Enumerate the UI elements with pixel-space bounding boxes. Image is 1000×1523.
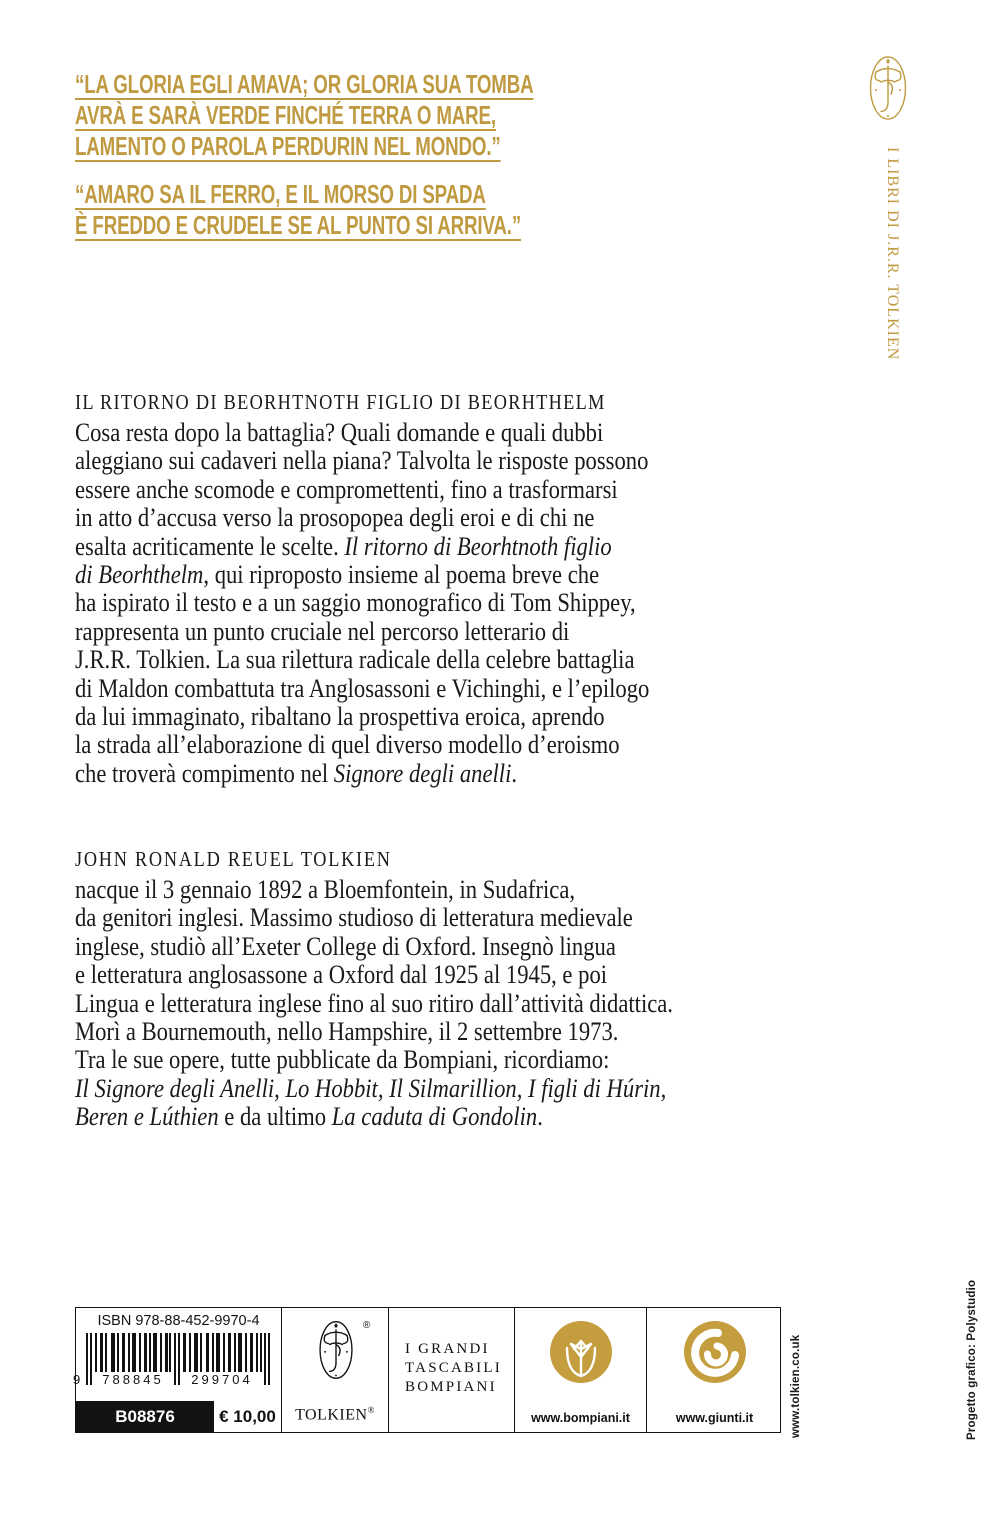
- design-credit-label: Progetto grafico: Polystudio: [966, 1279, 978, 1440]
- price-label: € 10,00: [219, 1407, 276, 1426]
- tolkien-website-label: www.tolkien.co.uk: [790, 1334, 802, 1438]
- barcode-digits-left: 788845: [94, 1372, 172, 1385]
- isbn-label: ISBN 978-88-452-9970-4: [97, 1313, 260, 1329]
- collana-label: I GRANDI TASCABILI BOMPIANI: [405, 1341, 502, 1395]
- giunti-url: www.giunti.it: [675, 1411, 754, 1425]
- collana-cell: [388, 1308, 514, 1432]
- barcode-digits-right: 299704: [182, 1372, 262, 1385]
- tolkien-monogram-icon: [868, 54, 908, 122]
- barcode-cell: [73, 1308, 281, 1432]
- registered-mark: ®: [363, 1320, 371, 1331]
- edition-code-badge: B08876: [76, 1401, 214, 1432]
- giunti-logo-icon: [684, 1321, 746, 1383]
- barcode-lead-digit: 9: [73, 1372, 81, 1387]
- author-bio-text: nacque il 3 gennaio 1892 a Bloemfontein, in Sudafrica, da genitori inglesi. Massimo studioso di letteratura medievale inglese, studiò all’Exeter College di Oxford. Insegnò lingua e letteratura anglosassone a Oxford dal 1925 al 1945, e poi Lingua e letteratura inglese fino al suo ritiro dall’attività didattica. Morì a Bournemouth, nello Hampshire, il 2 settembre 1973. Tra le sue opere, tutte pubblicate da Bompiani, ricordiamo: Il Signore degli Anelli, Lo Hobbit, Il Silmarillion, I figli di Húrin, Beren e Lúthien e da ultimo La caduta di Gondolin.: [75, 875, 673, 1132]
- giunti-cell: [646, 1308, 782, 1432]
- synopsis-section: [75, 389, 1000, 788]
- footer-bar: [75, 1307, 781, 1433]
- bompiani-logo-icon: [550, 1321, 612, 1383]
- tolkien-brand-cell: [281, 1308, 388, 1432]
- series-label: I LIBRI DI J.R.R. TOLKIEN: [884, 147, 901, 361]
- author-bio-section: [75, 846, 1000, 1132]
- cover-quote-1: “LA GLORIA EGLI AMAVA; OR GLORIA SUA TOMBA AVRÀ E SARÀ VERDE FINCHÉ TERRA O MARE, LAMENTO O PAROLA PERDURIN NEL MONDO.”: [75, 69, 534, 161]
- synopsis-title: IL RITORNO DI BEORHTNOTH FIGLIO DI BEORHTHELM: [75, 390, 606, 414]
- cover-quote-2: “AMARO SA IL FERRO, E IL MORSO DI SPADA È FREDDO E CRUDELE SE AL PUNTO SI ARRIVA.”: [75, 179, 522, 240]
- synopsis-text: Cosa resta dopo la battaglia? Quali domande e quali dubbi aleggiano sui cadaveri nella piana? Talvolta le risposte possono essere anche scomode e compromettenti, fino a trasformarsi in atto d’accusa verso la prosopopea degli eroi e di chi ne esalta acriticamente le scelte. Il ritorno di Beorhtnoth figlio di Beorhthelm, qui riproposto insieme al poema breve che ha ispirato il testo e a un saggio monografico di Tom Shippey, rappresenta un punto cruciale nel percorso letterario di J.R.R. Tolkien. La sua rilettura radicale della celebre battaglia di Maldon combattuta tra Anglosassoni e Vichinghi, e l’epilogo da lui immaginato, ribaltano la prospettiva eroica, aprendo la strada all’elaborazione di quel diverso modello d’eroismo che troverà compimento nel Signore degli anelli.: [75, 418, 650, 788]
- barcode: [73, 1333, 270, 1387]
- bompiani-url: www.bompiani.it: [531, 1411, 630, 1425]
- tolkien-brand-label: TOLKIEN®: [295, 1404, 375, 1423]
- tolkien-monogram-icon: [313, 1319, 359, 1381]
- bompiani-cell: [514, 1308, 646, 1432]
- author-name: JOHN RONALD REUEL TOLKIEN: [75, 847, 392, 871]
